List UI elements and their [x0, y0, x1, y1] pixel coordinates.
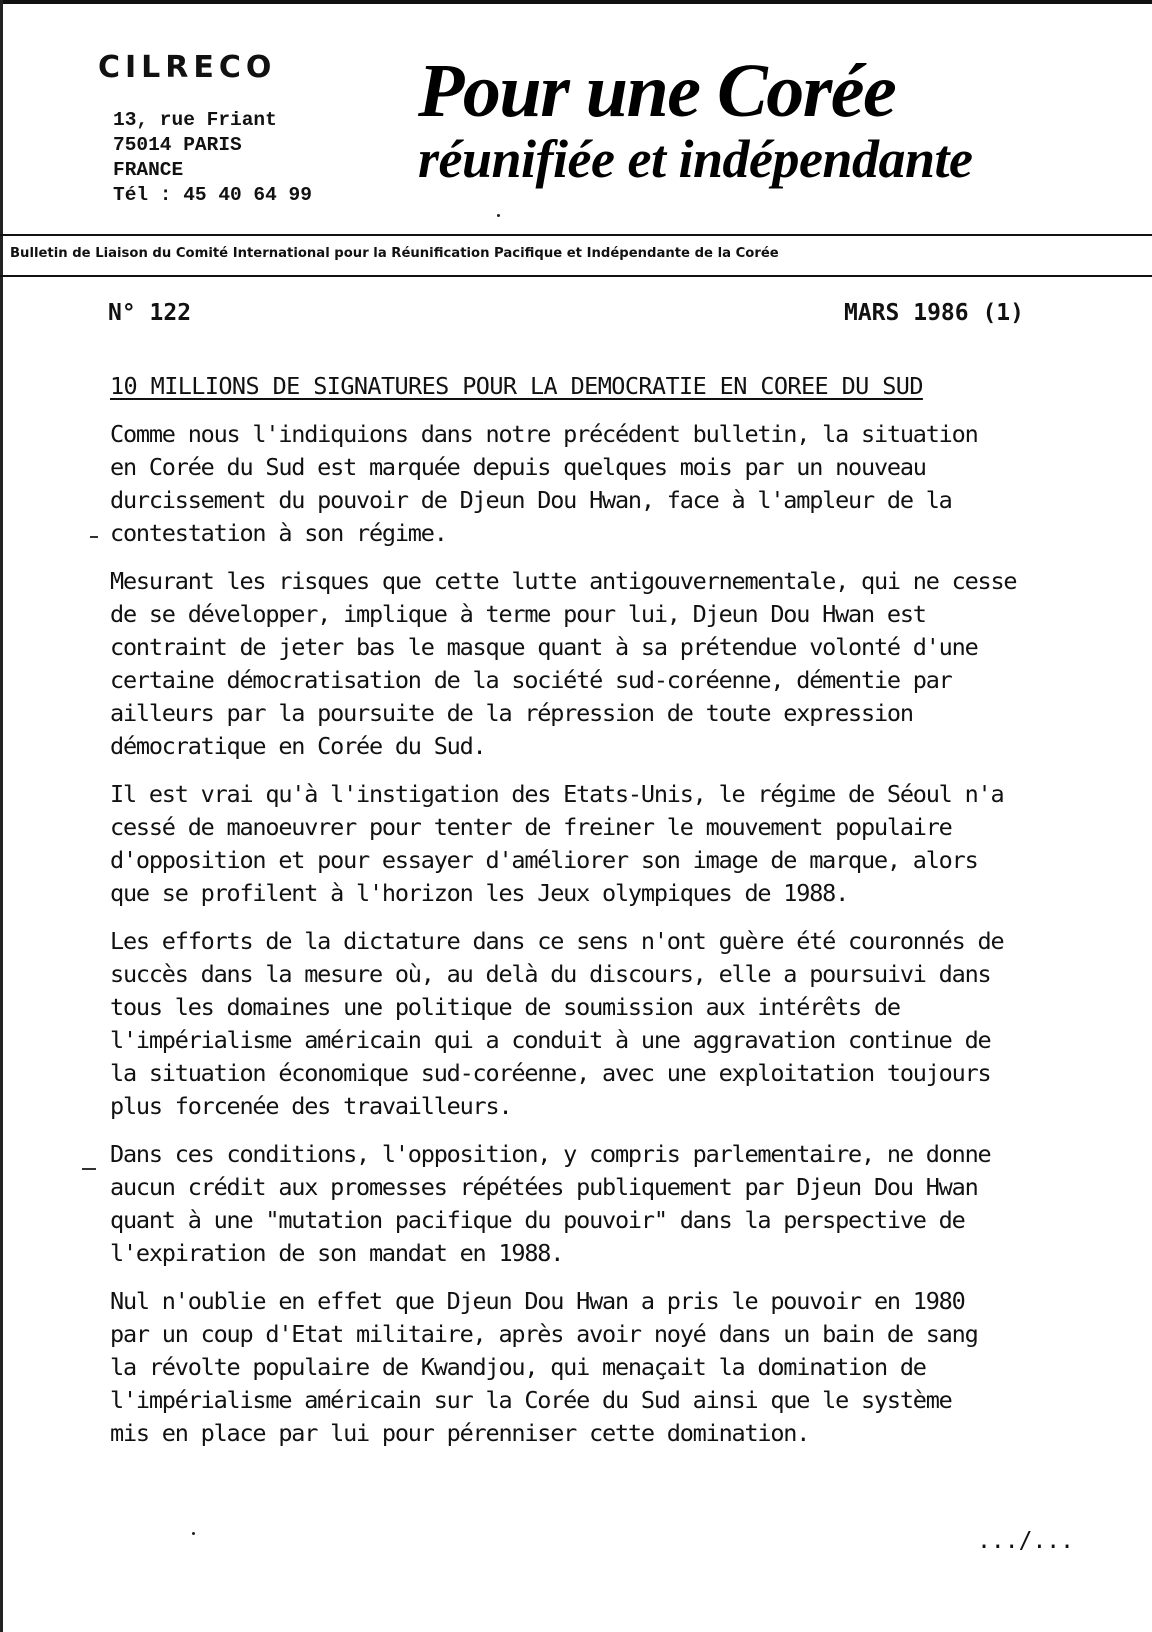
paragraph: [110, 1285, 1120, 1450]
paragraph: [110, 1138, 1120, 1270]
scan-speck: [192, 1532, 195, 1535]
top-border: [0, 0, 1152, 4]
text-line: aucun crédit aux promesses répétées publiquement par Djeun Dou Hwan: [110, 1173, 978, 1201]
continuation-mark: .../...: [977, 1528, 1074, 1554]
masthead-title: [418, 49, 973, 189]
text-line: d'opposition et pour essayer d'améliorer son image de marque, alors: [110, 846, 978, 874]
address-country: FRANCE: [113, 159, 184, 181]
paragraph: [110, 778, 1120, 910]
text-line: de se développer, implique à terme pour lui, Djeun Dou Hwan est: [110, 600, 926, 628]
subtitle-rule-bottom: [0, 275, 1152, 277]
text-line: mis en place par lui pour pérenniser cette domination.: [110, 1419, 810, 1447]
text-line: succès dans la mesure où, au delà du discours, elle a poursuivi dans: [110, 960, 991, 988]
bulletin-subtitle: Bulletin de Liaison du Comité International pour la Réunification Pacifique et Indépendante de la Corée: [10, 246, 779, 261]
text-line: Les efforts de la dictature dans ce sens n'ont guère été couronnés de: [110, 927, 1004, 955]
article-title: 10 MILLIONS DE SIGNATURES POUR LA DEMOCRATIE EN COREE DU SUD: [110, 372, 923, 400]
issue-number: N° 122: [108, 300, 192, 326]
masthead-line-2: réunifiée et indépendante: [418, 129, 973, 189]
text-line: par un coup d'Etat militaire, après avoir noyé dans un bain de sang: [110, 1320, 978, 1348]
scan-mark: [90, 536, 98, 538]
text-line: contestation à son régime.: [110, 519, 447, 547]
text-line: l'expiration de son mandat en 1988.: [110, 1239, 564, 1267]
text-line: durcissement du pouvoir de Djeun Dou Hwan, face à l'ampleur de la: [110, 486, 952, 514]
text-line: certaine démocratisation de la société sud-coréenne, démentie par: [110, 666, 952, 694]
text-line: Mesurant les risques que cette lutte antigouvernementale, qui ne cesse: [110, 567, 1017, 595]
text-line: Nul n'oublie en effet que Djeun Dou Hwan a pris le pouvoir en 1980: [110, 1287, 965, 1315]
paragraph: [110, 418, 1120, 550]
text-line: contraint de jeter bas le masque quant à sa prétendue volonté d'une: [110, 633, 978, 661]
article-body: [110, 418, 1120, 1465]
address-phone: Tél : 45 40 64 99: [113, 184, 312, 206]
text-line: démocratique en Corée du Sud.: [110, 732, 486, 760]
text-line: tous les domaines une politique de soumission aux intérêts de: [110, 993, 900, 1021]
masthead-line-1: Pour une Corée: [418, 49, 896, 133]
address-city: 75014 PARIS: [113, 134, 242, 156]
text-line: la révolte populaire de Kwandjou, qui menaçait la domination de: [110, 1353, 926, 1381]
paragraph: [110, 565, 1120, 763]
text-line: l'impérialisme américain qui a conduit à une aggravation continue de: [110, 1026, 991, 1054]
text-line: cessé de manoeuvrer pour tenter de freiner le mouvement populaire: [110, 813, 952, 841]
text-line: ailleurs par la poursuite de la répression de toute expression: [110, 699, 913, 727]
text-line: Il est vrai qu'à l'instigation des Etats-Unis, le régime de Séoul n'a: [110, 780, 1004, 808]
text-line: Dans ces conditions, l'opposition, y compris parlementaire, ne donne: [110, 1140, 991, 1168]
paragraph: [110, 925, 1120, 1123]
scan-speck: [497, 214, 500, 217]
organization-name: CILRECO: [98, 50, 277, 85]
text-line: en Corée du Sud est marquée depuis quelques mois par un nouveau: [110, 453, 926, 481]
organization-address: [113, 108, 312, 208]
text-line: plus forcenée des travailleurs.: [110, 1092, 512, 1120]
address-street: 13, rue Friant: [113, 109, 277, 131]
text-line: la situation économique sud-coréenne, avec une exploitation toujours: [110, 1059, 991, 1087]
text-line: Comme nous l'indiquions dans notre précédent bulletin, la situation: [110, 420, 978, 448]
text-line: que se profilent à l'horizon les Jeux olympiques de 1988.: [110, 879, 849, 907]
subtitle-rule-top: [0, 234, 1152, 236]
text-line: l'impérialisme américain sur la Corée du Sud ainsi que le système: [110, 1386, 952, 1414]
left-border: [0, 0, 3, 1632]
issue-date: MARS 1986 (1): [843, 300, 1024, 326]
text-line: quant à une "mutation pacifique du pouvoir" dans la perspective de: [110, 1206, 965, 1234]
scan-mark: [82, 1168, 96, 1170]
